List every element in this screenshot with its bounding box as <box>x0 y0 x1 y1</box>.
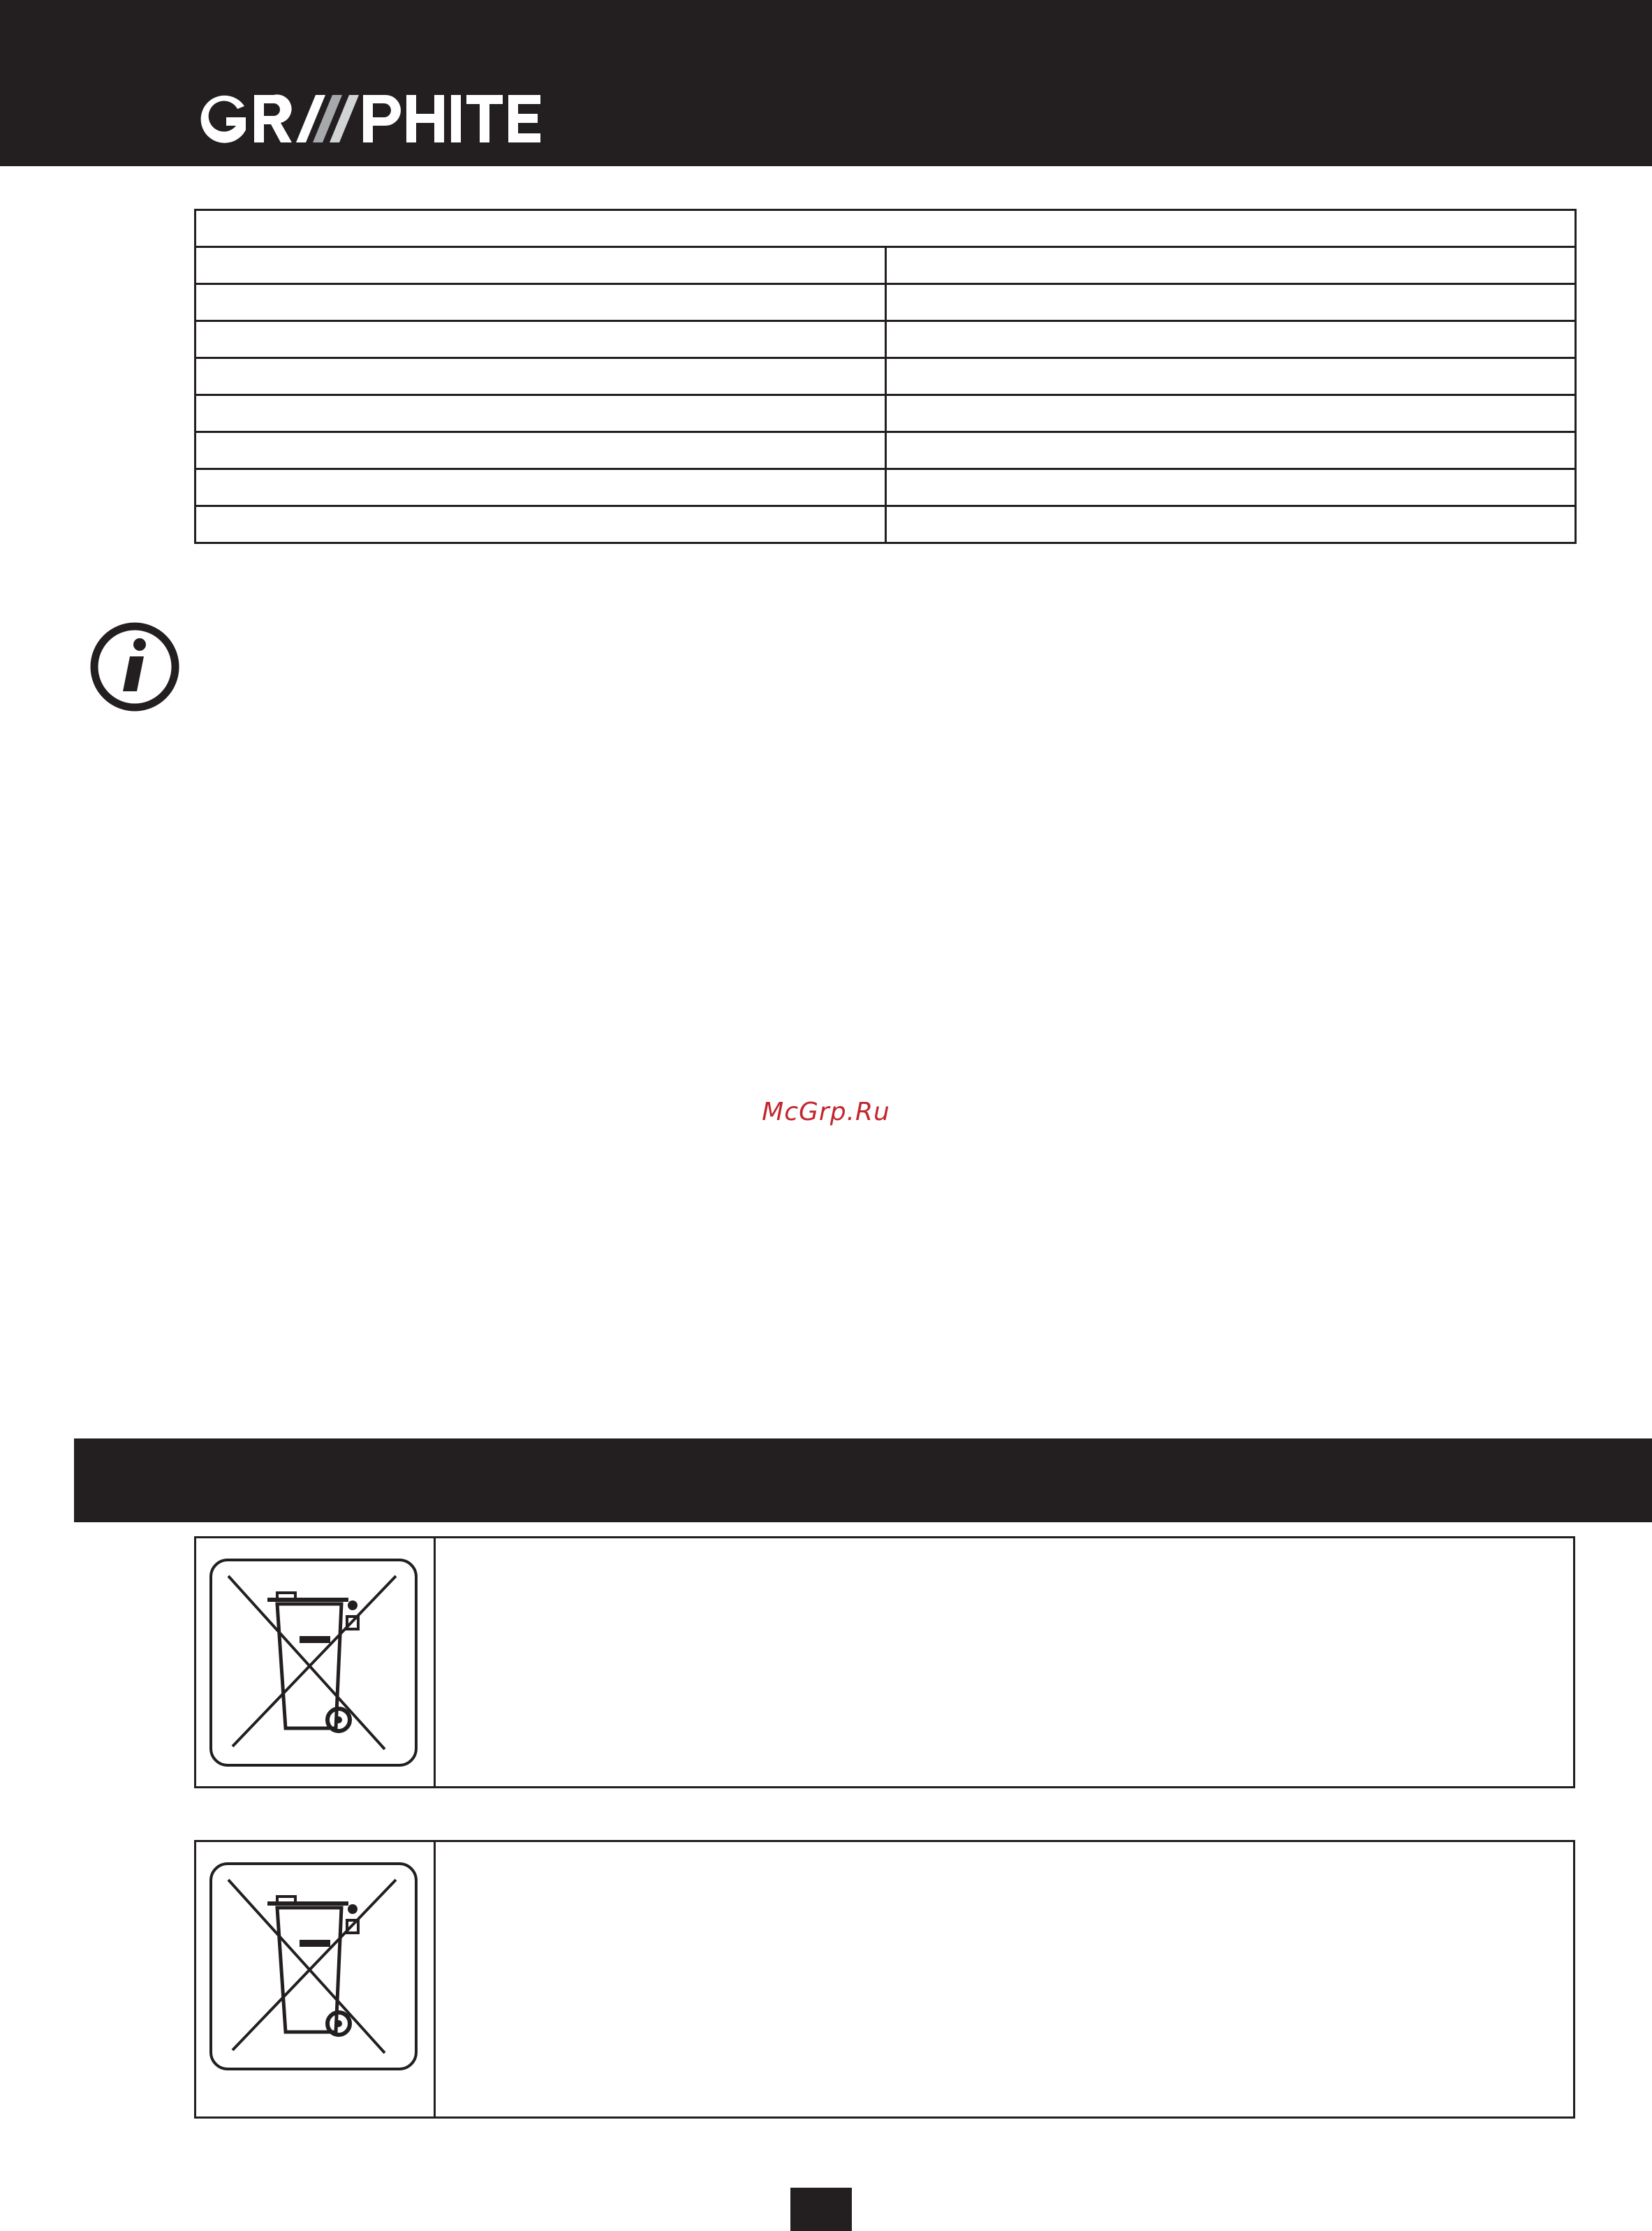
table-row <box>196 469 1576 506</box>
watermark-text: McGrp.Ru <box>762 1098 890 1126</box>
table-cell <box>885 358 1576 395</box>
table-cell <box>885 247 1576 284</box>
crossed-out-wheelie-bin-icon <box>209 1558 418 1767</box>
table-cell <box>885 432 1576 469</box>
table-cell <box>196 284 886 321</box>
table-cell <box>196 506 886 543</box>
table-cell <box>885 506 1576 543</box>
table-row <box>196 284 1576 321</box>
header-bar <box>0 0 1652 166</box>
table-cell <box>196 358 886 395</box>
info-icon <box>89 621 180 712</box>
graphite-logo <box>196 91 545 147</box>
section-heading-bar <box>74 1438 1652 1522</box>
table-cell <box>196 469 886 506</box>
disposal-notice-box <box>194 1536 1575 1788</box>
table-cell <box>885 395 1576 432</box>
table-cell <box>885 469 1576 506</box>
table-cell <box>885 284 1576 321</box>
table-row <box>196 247 1576 284</box>
disposal-icon-cell <box>196 1538 436 1786</box>
table-header-cell <box>196 210 1576 247</box>
specification-table <box>194 209 1577 544</box>
table-cell <box>196 321 886 358</box>
table-cell <box>196 247 886 284</box>
table-header-row <box>196 210 1576 247</box>
table-cell <box>196 432 886 469</box>
table-cell <box>196 395 886 432</box>
page-number-tab <box>790 2188 852 2231</box>
table-cell <box>885 321 1576 358</box>
table-row <box>196 432 1576 469</box>
table-row <box>196 358 1576 395</box>
crossed-out-wheelie-bin-icon <box>209 1862 418 2071</box>
table-row <box>196 321 1576 358</box>
disposal-icon-cell <box>196 1842 436 2116</box>
table-row <box>196 395 1576 432</box>
table-row <box>196 506 1576 543</box>
disposal-notice-box <box>194 1840 1575 2119</box>
